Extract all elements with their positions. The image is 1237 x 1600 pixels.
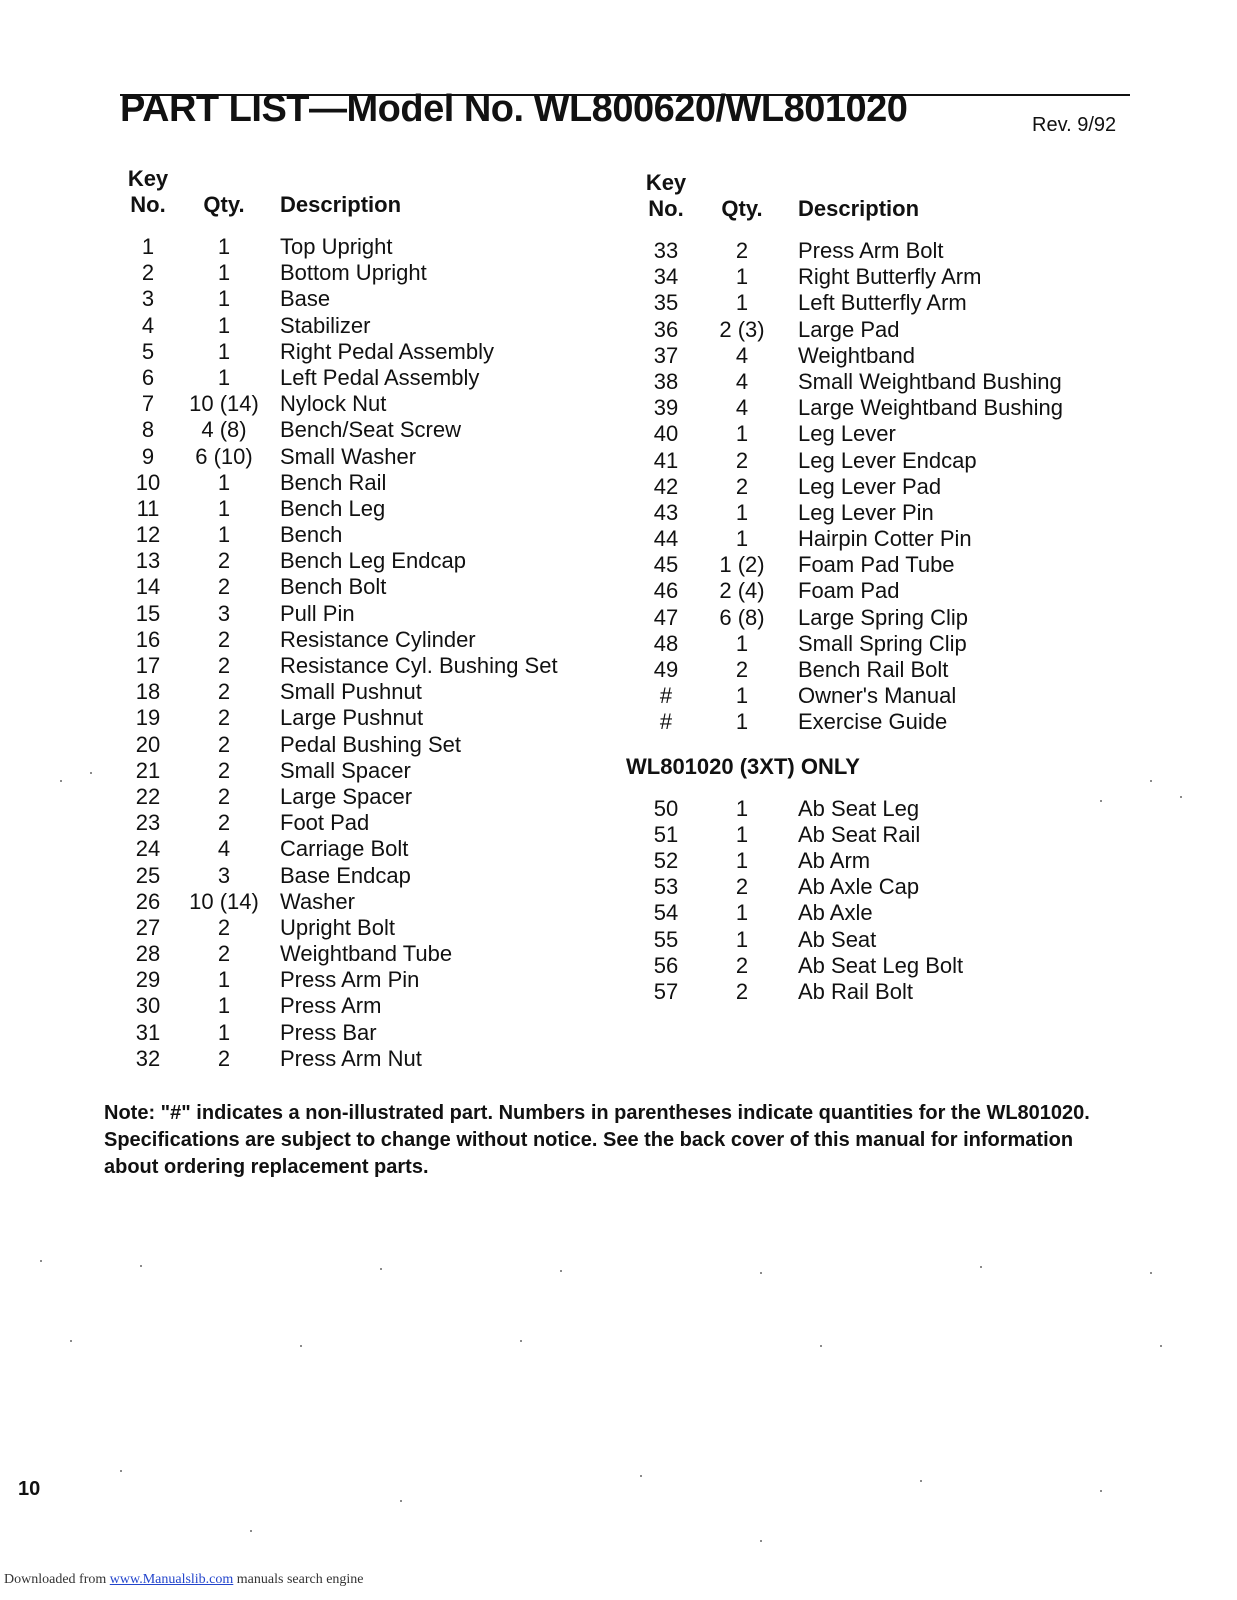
key-header-bottom: No.	[130, 192, 166, 217]
part-description: Ab Seat Rail	[798, 821, 921, 847]
part-key: 57	[653, 978, 679, 1004]
part-description: Weightband Tube	[280, 941, 453, 967]
part-row	[120, 1020, 558, 1046]
part-key: 28	[135, 941, 161, 967]
part-row	[120, 234, 558, 260]
part-row	[638, 605, 1063, 631]
part-description: Right Butterfly Arm	[798, 264, 982, 290]
part-qty: 2	[735, 978, 749, 1004]
part-qty: 1	[217, 967, 231, 993]
part-description: Ab Axle Cap	[798, 874, 920, 900]
part-row	[120, 679, 558, 705]
part-qty: 1	[217, 260, 231, 286]
part-description: Pull Pin	[280, 600, 355, 626]
part-row	[120, 915, 558, 941]
part-description: Stabilizer	[280, 312, 371, 338]
part-description: Press Arm	[280, 993, 382, 1019]
part-row	[638, 238, 1063, 264]
part-key: 21	[135, 757, 161, 783]
part-row	[638, 927, 1063, 953]
scan-speck	[1180, 796, 1182, 798]
part-description: Bench/Seat Screw	[280, 417, 461, 443]
description-header: Description	[798, 195, 920, 221]
part-qty: 2	[217, 653, 231, 678]
part-qty: 3	[217, 600, 231, 626]
part-description: Leg Lever Pin	[798, 499, 934, 525]
part-qty: 1	[735, 795, 749, 821]
parts-list-left	[120, 234, 558, 1072]
part-row	[638, 796, 1063, 822]
part-description: Washer	[280, 888, 355, 914]
column-header	[120, 156, 558, 218]
part-key: 42	[653, 473, 679, 499]
download-footer	[4, 1572, 364, 1588]
part-key: 22	[135, 783, 161, 809]
part-key: 9	[141, 443, 155, 469]
part-row	[120, 967, 558, 993]
column-header	[638, 160, 1063, 222]
part-key: 55	[653, 926, 679, 952]
part-qty: 3	[217, 862, 231, 888]
part-description: Press Arm Bolt	[798, 238, 944, 263]
qty-header: Qty.	[721, 195, 763, 221]
part-description: Base Endcap	[280, 862, 411, 888]
part-description: Large Spacer	[280, 783, 413, 809]
part-qty: 2	[217, 679, 231, 705]
part-qty: 2	[217, 705, 231, 731]
part-qty: 1	[735, 526, 749, 552]
part-row	[638, 421, 1063, 447]
part-row	[120, 863, 558, 889]
part-qty: 1	[217, 1019, 231, 1045]
scan-speck	[520, 1340, 522, 1342]
part-qty: 10 (14)	[189, 888, 259, 914]
part-qty: 2	[735, 473, 749, 499]
part-row	[120, 1046, 558, 1072]
part-row	[120, 836, 558, 862]
part-description: Weightband	[798, 342, 916, 368]
part-key: 36	[653, 316, 679, 342]
part-key: 45	[653, 552, 679, 578]
part-row	[638, 848, 1063, 874]
part-qty: 1	[735, 709, 749, 735]
part-description: Leg Lever	[798, 421, 896, 447]
part-qty: 2	[217, 574, 231, 600]
scan-speck	[380, 1268, 382, 1270]
part-description: Base	[280, 286, 331, 312]
part-description: Bottom Upright	[280, 260, 427, 286]
section-title: WL801020 (3XT) ONLY	[626, 753, 860, 779]
footer-suffix: manuals search engine	[233, 1572, 364, 1587]
part-description: Resistance Cyl. Bushing Set	[280, 653, 558, 678]
part-row	[638, 874, 1063, 900]
part-key: 23	[135, 810, 161, 836]
part-row	[638, 822, 1063, 848]
parts-list-section	[638, 796, 1063, 1006]
scan-speck	[820, 1345, 822, 1347]
part-description: Ab Arm	[798, 847, 871, 873]
part-qty: 2	[217, 757, 231, 783]
part-qty: 1	[217, 312, 231, 338]
part-description: Press Arm Nut	[280, 1045, 422, 1071]
part-description: Ab Seat Leg Bolt	[798, 952, 964, 978]
part-key: 26	[135, 888, 161, 914]
part-description: Bench	[280, 522, 343, 548]
description-header: Description	[280, 191, 402, 217]
key-header-top: Key	[127, 166, 169, 191]
part-qty: 2	[217, 783, 231, 809]
scan-speck	[1100, 800, 1102, 802]
part-row	[120, 260, 558, 286]
part-key: 38	[653, 368, 679, 394]
part-qty: 2 (3)	[719, 316, 765, 342]
part-description: Bench Leg	[280, 495, 386, 521]
part-qty: 2	[735, 952, 749, 978]
part-key: #	[659, 683, 673, 709]
key-no-header	[638, 170, 694, 222]
part-row	[638, 369, 1063, 395]
part-qty: 1	[217, 364, 231, 390]
part-key: 48	[653, 630, 679, 656]
qty-header: Qty.	[203, 191, 245, 217]
part-row	[120, 993, 558, 1019]
part-key: 53	[653, 874, 679, 900]
part-qty: 4 (8)	[201, 417, 247, 443]
part-qty: 2	[217, 731, 231, 757]
part-key: 51	[653, 821, 679, 847]
part-qty: 1	[735, 421, 749, 447]
key-header-top: Key	[645, 170, 687, 195]
scan-speck	[60, 780, 62, 782]
part-row	[120, 732, 558, 758]
part-qty: 1	[735, 821, 749, 847]
part-row	[120, 286, 558, 312]
part-qty: 1	[217, 522, 231, 548]
part-row	[120, 784, 558, 810]
part-description: Large Pushnut	[280, 705, 424, 731]
scan-speck	[1150, 780, 1152, 782]
scan-speck	[70, 1340, 72, 1342]
scan-speck	[760, 1540, 762, 1542]
part-row	[638, 552, 1063, 578]
part-row	[120, 444, 558, 470]
part-key: 40	[653, 421, 679, 447]
part-qty: 2	[735, 447, 749, 473]
part-description: Owner's Manual	[798, 683, 957, 709]
part-description: Small Spring Clip	[798, 630, 967, 656]
part-qty: 4	[735, 395, 749, 421]
part-key: 37	[653, 342, 679, 368]
part-description: Press Bar	[280, 1019, 377, 1045]
part-description: Foot Pad	[280, 810, 370, 836]
part-key: 8	[141, 417, 155, 443]
part-row	[638, 526, 1063, 552]
part-key: 25	[135, 862, 161, 888]
part-qty: 1	[217, 469, 231, 495]
part-key: 6	[141, 364, 155, 390]
part-key: 14	[135, 574, 161, 600]
part-row	[638, 343, 1063, 369]
part-qty: 1 (2)	[719, 552, 765, 578]
part-row	[120, 889, 558, 915]
part-row	[120, 810, 558, 836]
footer-prefix: Downloaded from	[4, 1572, 110, 1587]
part-qty: 1	[735, 499, 749, 525]
scan-speck	[90, 772, 92, 774]
part-qty: 1	[735, 290, 749, 316]
scan-speck	[1100, 1490, 1102, 1492]
part-key: 30	[135, 993, 161, 1019]
part-row	[120, 653, 558, 679]
parts-column-right	[626, 160, 1064, 1005]
part-description: Ab Axle	[798, 900, 873, 926]
part-qty: 1	[735, 900, 749, 926]
part-qty: 1	[217, 286, 231, 312]
part-description: Small Weightband Bushing	[798, 368, 1062, 394]
scan-speck	[140, 1265, 142, 1267]
part-description: Foam Pad	[798, 578, 900, 604]
part-qty: 2	[217, 626, 231, 652]
part-description: Top Upright	[280, 234, 393, 259]
part-row	[638, 709, 1063, 735]
part-key: 27	[135, 914, 161, 940]
part-row	[638, 953, 1063, 979]
page-number: 10	[18, 1478, 41, 1500]
part-description: Leg Lever Pad	[798, 473, 942, 499]
page-title: PART LIST—Model No. WL800620/WL801020	[120, 88, 908, 130]
part-row	[120, 627, 558, 653]
part-key: 44	[653, 526, 679, 552]
part-key: 43	[653, 499, 679, 525]
part-key: 35	[653, 290, 679, 316]
part-key: 13	[135, 548, 161, 574]
part-qty: 2 (4)	[719, 578, 765, 604]
part-key: 24	[135, 836, 161, 862]
part-qty: 1	[735, 683, 749, 709]
part-row	[120, 601, 558, 627]
part-qty: 2	[217, 548, 231, 574]
part-key: 52	[653, 847, 679, 873]
key-header-bottom: No.	[648, 196, 684, 221]
part-row	[120, 391, 558, 417]
part-qty: 10 (14)	[189, 391, 259, 417]
part-description: Left Butterfly Arm	[798, 290, 967, 316]
part-row	[120, 758, 558, 784]
key-no-header	[120, 166, 176, 218]
part-key: 17	[135, 653, 161, 678]
part-description: Ab Rail Bolt	[798, 978, 913, 1004]
part-description: Small Spacer	[280, 757, 411, 783]
part-row	[638, 500, 1063, 526]
part-key: 31	[135, 1019, 161, 1045]
scan-speck	[40, 1260, 42, 1262]
revision-label: Rev. 9/92	[1032, 114, 1117, 136]
part-key: 10	[135, 469, 161, 495]
part-row	[120, 417, 558, 443]
scan-speck	[300, 1345, 302, 1347]
scan-speck	[560, 1270, 562, 1272]
part-qty: 1	[735, 926, 749, 952]
part-description: Carriage Bolt	[280, 836, 409, 862]
parts-list-right	[638, 238, 1063, 736]
part-row	[120, 705, 558, 731]
part-description: Ab Seat Leg	[798, 795, 920, 821]
part-qty: 2	[735, 238, 749, 263]
part-row	[120, 365, 558, 391]
part-qty: 2	[217, 810, 231, 836]
part-row	[638, 448, 1063, 474]
part-row	[638, 474, 1063, 500]
part-description: Leg Lever Endcap	[798, 447, 977, 473]
part-row	[638, 290, 1063, 316]
part-qty: 2	[735, 657, 749, 682]
part-row	[120, 313, 558, 339]
scan-speck	[400, 1500, 402, 1502]
part-row	[120, 574, 558, 600]
part-description: Exercise Guide	[798, 709, 948, 735]
part-description: Left Pedal Assembly	[280, 364, 480, 390]
part-row	[638, 900, 1063, 926]
part-qty: 4	[735, 342, 749, 368]
part-key: 41	[653, 447, 679, 473]
part-qty: 6 (10)	[195, 443, 253, 469]
part-description: Small Washer	[280, 443, 417, 469]
part-row	[120, 548, 558, 574]
part-row	[638, 317, 1063, 343]
part-key: 46	[653, 578, 679, 604]
footnote: Note: "#" indicates a non-illustrated part. Numbers in parentheses indicate quantities for the WL801020. Specifications are subject to change without notice. See the back cover of this manual for information about ordering replacement parts.	[104, 1102, 1090, 1178]
part-qty: 1	[217, 495, 231, 521]
part-key: 2	[141, 260, 155, 286]
part-key: 11	[136, 495, 160, 521]
part-key: 20	[135, 731, 161, 757]
scan-speck	[120, 1470, 122, 1472]
part-key: 1	[141, 234, 155, 259]
part-description: Bench Rail	[280, 469, 387, 495]
part-key: 29	[135, 967, 161, 993]
part-key: 39	[653, 395, 679, 421]
part-qty: 1	[735, 264, 749, 290]
part-key: 7	[141, 391, 155, 417]
part-qty: 1	[217, 993, 231, 1019]
scan-speck	[760, 1272, 762, 1274]
part-key: 4	[141, 312, 155, 338]
part-qty: 2	[217, 914, 231, 940]
part-qty: 4	[735, 368, 749, 394]
part-description: Pedal Bushing Set	[280, 731, 462, 757]
part-key: 18	[135, 679, 161, 705]
part-qty: 1	[217, 338, 231, 364]
part-description: Foam Pad Tube	[798, 552, 955, 578]
part-row	[638, 979, 1063, 1005]
part-qty: 1	[217, 234, 231, 259]
scan-speck	[1160, 1345, 1162, 1347]
part-key: 3	[141, 286, 155, 312]
scan-speck	[1150, 1272, 1152, 1274]
part-description: Nylock Nut	[280, 391, 387, 417]
part-row	[638, 578, 1063, 604]
scan-speck	[920, 1480, 922, 1482]
part-description: Large Weightband Bushing	[798, 395, 1064, 421]
part-key: 32	[135, 1045, 161, 1071]
manualslib-link[interactable]: www.Manualslib.com	[109, 1572, 234, 1587]
part-qty: 1	[735, 630, 749, 656]
part-key: 50	[653, 795, 679, 821]
part-row	[638, 683, 1063, 709]
part-description: Large Spring Clip	[798, 604, 968, 630]
part-description: Large Pad	[798, 316, 900, 342]
part-row	[120, 941, 558, 967]
part-key: 47	[653, 604, 679, 630]
part-qty: 2	[217, 1045, 231, 1071]
part-key: #	[659, 709, 673, 735]
part-row	[638, 264, 1063, 290]
part-description: Bench Rail Bolt	[798, 657, 949, 682]
part-key: 33	[653, 238, 679, 263]
part-description: Resistance Cylinder	[280, 626, 476, 652]
part-description: Bench Leg Endcap	[280, 548, 466, 574]
part-description: Small Pushnut	[280, 679, 422, 705]
part-row	[120, 522, 558, 548]
part-key: 54	[653, 900, 679, 926]
scan-speck	[640, 1475, 642, 1477]
scan-speck	[250, 1530, 252, 1532]
scan-speck	[980, 1266, 982, 1268]
part-key: 34	[653, 264, 679, 290]
part-qty: 4	[217, 836, 231, 862]
part-row	[638, 631, 1063, 657]
part-qty: 6 (8)	[719, 604, 765, 630]
part-row	[638, 657, 1063, 683]
part-description: Ab Seat	[798, 926, 877, 952]
part-row	[120, 470, 558, 496]
part-key: 19	[135, 705, 161, 731]
part-qty: 2	[217, 941, 231, 967]
part-key: 5	[141, 338, 155, 364]
part-key: 49	[653, 657, 679, 682]
part-qty: 1	[735, 847, 749, 873]
part-key: 16	[135, 626, 161, 652]
part-row	[120, 339, 558, 365]
part-description: Bench Bolt	[280, 574, 387, 600]
part-key: 12	[135, 522, 161, 548]
parts-column-left	[120, 156, 558, 1072]
part-description: Press Arm Pin	[280, 967, 420, 993]
part-qty: 2	[735, 874, 749, 900]
part-description: Hairpin Cotter Pin	[798, 526, 972, 552]
part-key: 56	[653, 952, 679, 978]
part-description: Right Pedal Assembly	[280, 338, 494, 364]
part-key: 15	[135, 600, 161, 626]
part-description: Upright Bolt	[280, 914, 395, 940]
part-row	[638, 395, 1063, 421]
part-row	[120, 496, 558, 522]
